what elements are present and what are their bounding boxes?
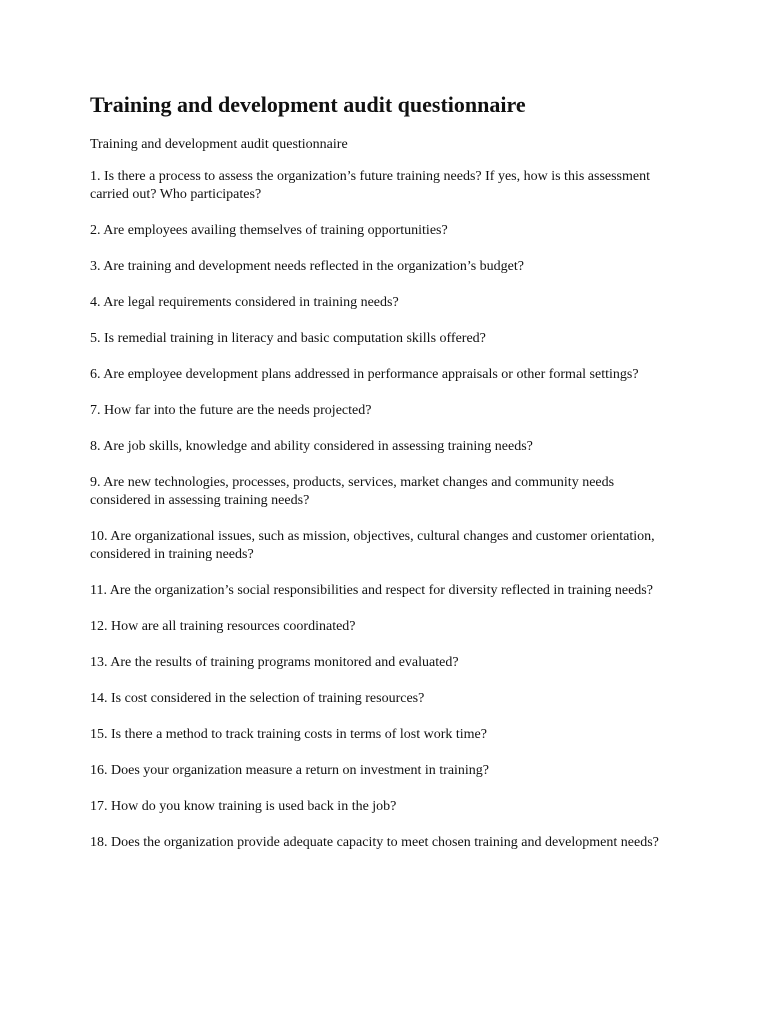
question-item: 2. Are employees availing themselves of training opportunities? [90, 223, 448, 238]
question-item: 5. Is remedial training in literacy and basic computation skills offered? [90, 331, 486, 346]
question-item: 11. Are the organization’s social responsibilities and respect for diversity reflected in training needs? [90, 583, 653, 598]
question-item: 6. Are employee development plans addressed in performance appraisals or other formal settings? [90, 367, 639, 382]
question-item: 10. Are organizational issues, such as mission, objectives, cultural changes and customer orientation, considered in training needs? [90, 529, 655, 562]
question-item: 13. Are the results of training programs monitored and evaluated? [90, 655, 459, 670]
document-title: Training and development audit questionnaire [90, 92, 526, 117]
question-item: 7. How far into the future are the needs projected? [90, 403, 372, 418]
question-item: 17. How do you know training is used back in the job? [90, 799, 397, 814]
question-item: 3. Are training and development needs reflected in the organization’s budget? [90, 259, 524, 274]
question-item: 18. Does the organization provide adequate capacity to meet chosen training and development needs? [90, 835, 659, 850]
question-item: 16. Does your organization measure a return on investment in training? [90, 763, 490, 778]
question-item: 9. Are new technologies, processes, products, services, market changes and community needs considered in assessing training needs? [90, 475, 615, 508]
question-item: 4. Are legal requirements considered in training needs? [90, 295, 399, 310]
question-list [90, 168, 668, 852]
question-item: 14. Is cost considered in the selection of training resources? [90, 691, 425, 706]
question-item: 12. How are all training resources coordinated? [90, 619, 356, 634]
question-item: 8. Are job skills, knowledge and ability considered in assessing training needs? [90, 439, 533, 454]
question-item: 15. Is there a method to track training costs in terms of lost work time? [90, 727, 487, 742]
document-subtitle: Training and development audit questionnaire [90, 137, 348, 152]
question-item: 1. Is there a process to assess the organization’s future training needs? If yes, how is this assessment carried out? Who participates? [90, 169, 650, 202]
